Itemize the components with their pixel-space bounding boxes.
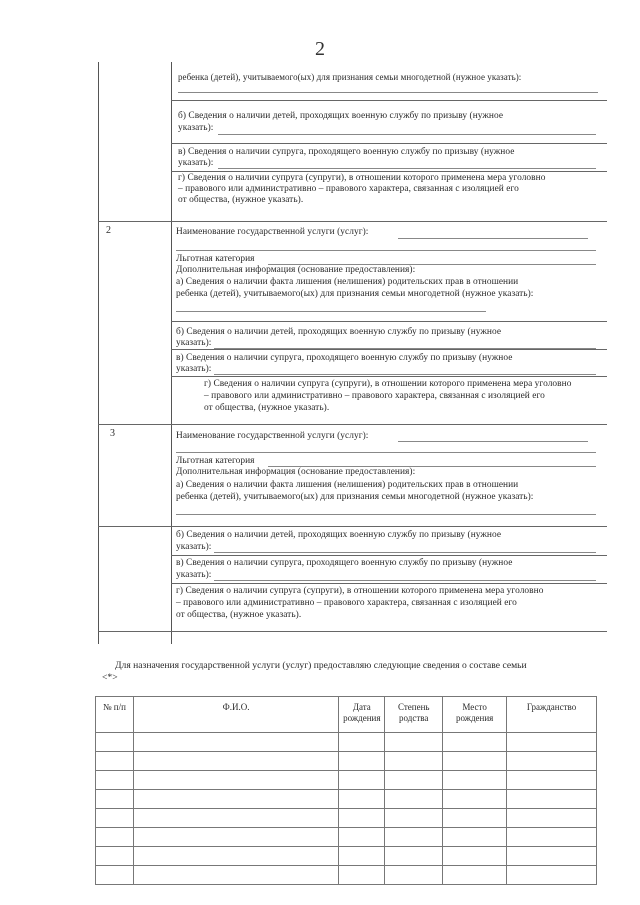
table-row [96, 771, 597, 790]
block3-number: 3 [110, 428, 115, 439]
block2-v-line1: в) Сведения о наличии супруга, проходящего военную службу по призыву (нужное [176, 353, 513, 363]
block3-a-line2: ребенка (детей), учитываемого(ых) для признания семьи многодетной (нужное указать): [176, 492, 534, 502]
block3-extra-info: Дополнительная информация (основание предоставления): [176, 467, 416, 477]
block3-g-line3: от общества, (нужное указать). [176, 610, 302, 620]
table-row [96, 790, 597, 809]
block-divider [98, 424, 607, 425]
block3-b-line2: указать): [176, 542, 212, 552]
header-fio: Ф.И.О. [133, 697, 338, 733]
block1-g-line3: от общества, (нужное указать). [178, 195, 304, 205]
underline [214, 580, 596, 581]
table-divider [171, 62, 172, 644]
row-divider [171, 376, 607, 377]
block3-service-name: Наименование государственной услуги (услуг): [176, 431, 369, 441]
row-divider [171, 143, 607, 144]
block-divider [98, 221, 607, 222]
block1-b-line2: указать): [178, 123, 214, 133]
underline [398, 441, 588, 442]
family-table-header [96, 697, 597, 733]
block3-a-line1: а) Сведения о наличии факта лишения (нелишения) родительских прав в отношении [176, 480, 519, 490]
table-row [96, 809, 597, 828]
block3-v-line2: указать): [176, 570, 212, 580]
underline [218, 134, 596, 135]
block2-g-line1: г) Сведения о наличии супруга (супруги), в отношении которого применена мера уголовно [204, 379, 572, 389]
row-divider [171, 171, 607, 172]
block3-v-line1: в) Сведения о наличии супруга, проходящего военную службу по призыву (нужное [176, 558, 513, 568]
underline [176, 452, 596, 453]
table-row [96, 828, 597, 847]
family-table [95, 696, 597, 885]
row-divider [98, 526, 607, 527]
block1-g-line2: – правового или административно – правового характера, связанная с изоляцией его [178, 184, 519, 194]
block1-g-line1: г) Сведения о наличии супруга (супруги), в отношении которого применена мера уголовно [178, 173, 546, 183]
header-citizenship: Гражданство [507, 697, 597, 733]
table-bottom-border [98, 631, 607, 632]
header-birth-place: Место рождения [443, 697, 507, 733]
table-row [96, 733, 597, 752]
underline [214, 552, 596, 553]
block2-g-line2: – правового или административно – правового характера, связанная с изоляцией его [204, 391, 545, 401]
block2-category: Льготная категория [176, 254, 255, 264]
block2-g-line3: от общества, (нужное указать). [204, 403, 330, 413]
underline [398, 238, 588, 239]
header-number: № п/п [96, 697, 134, 733]
underline [178, 92, 598, 93]
block3-g-line1: г) Сведения о наличии супруга (супруги), в отношении которого применена мера уголовно [176, 586, 544, 596]
block2-b-line2: указать): [176, 338, 212, 348]
underline [218, 168, 596, 169]
underline [176, 311, 486, 312]
table-row [96, 847, 597, 866]
block1-v-line2: указать): [178, 158, 214, 168]
table-row [96, 752, 597, 771]
row-divider [171, 100, 607, 101]
family-note-line1: Для назначения государственной услуги (услуг) предоставляю следующие сведения о составе семьи [115, 660, 527, 671]
underline [176, 514, 596, 515]
block3-g-line2: – правового или административно – правового характера, связанная с изоляцией его [176, 598, 517, 608]
table-left-border [98, 62, 99, 644]
row-divider [171, 583, 607, 584]
block3-category: Льготная категория [176, 456, 255, 466]
header-birth-date: Дата рождения [339, 697, 385, 733]
block2-b-line1: б) Сведения о наличии детей, проходящих военную службу по призыву (нужное [176, 327, 502, 337]
block2-extra-info: Дополнительная информация (основание предоставления): [176, 265, 416, 275]
block2-service-name: Наименование государственной услуги (услуг): [176, 227, 369, 237]
row-divider [171, 555, 607, 556]
block2-number: 2 [106, 225, 111, 236]
block2-a-line2: ребенка (детей), учитываемого(ых) для признания семьи многодетной (нужное указать): [176, 289, 534, 299]
block2-a-line1: а) Сведения о наличии факта лишения (нелишения) родительских прав в отношении [176, 277, 519, 287]
underline [176, 250, 596, 251]
block1-a-tail: ребенка (детей), учитываемого(ых) для признания семьи многодетной (нужное указать): [178, 72, 522, 82]
underline [214, 374, 596, 375]
row-divider [171, 321, 607, 322]
block1-b-line1: б) Сведения о наличии детей, проходящих военную службу по призыву (нужное [178, 111, 504, 121]
row-divider [171, 349, 607, 350]
block2-v-line2: указать): [176, 364, 212, 374]
table-row [96, 866, 597, 885]
family-note-line2: <*> [102, 672, 118, 683]
block1-v-line1: в) Сведения о наличии супруга, проходящего военную службу по призыву (нужное [178, 147, 515, 157]
header-relation: Степень родства [385, 697, 443, 733]
page-number: 2 [315, 38, 325, 60]
block3-b-line1: б) Сведения о наличии детей, проходящих военную службу по призыву (нужное [176, 530, 502, 540]
